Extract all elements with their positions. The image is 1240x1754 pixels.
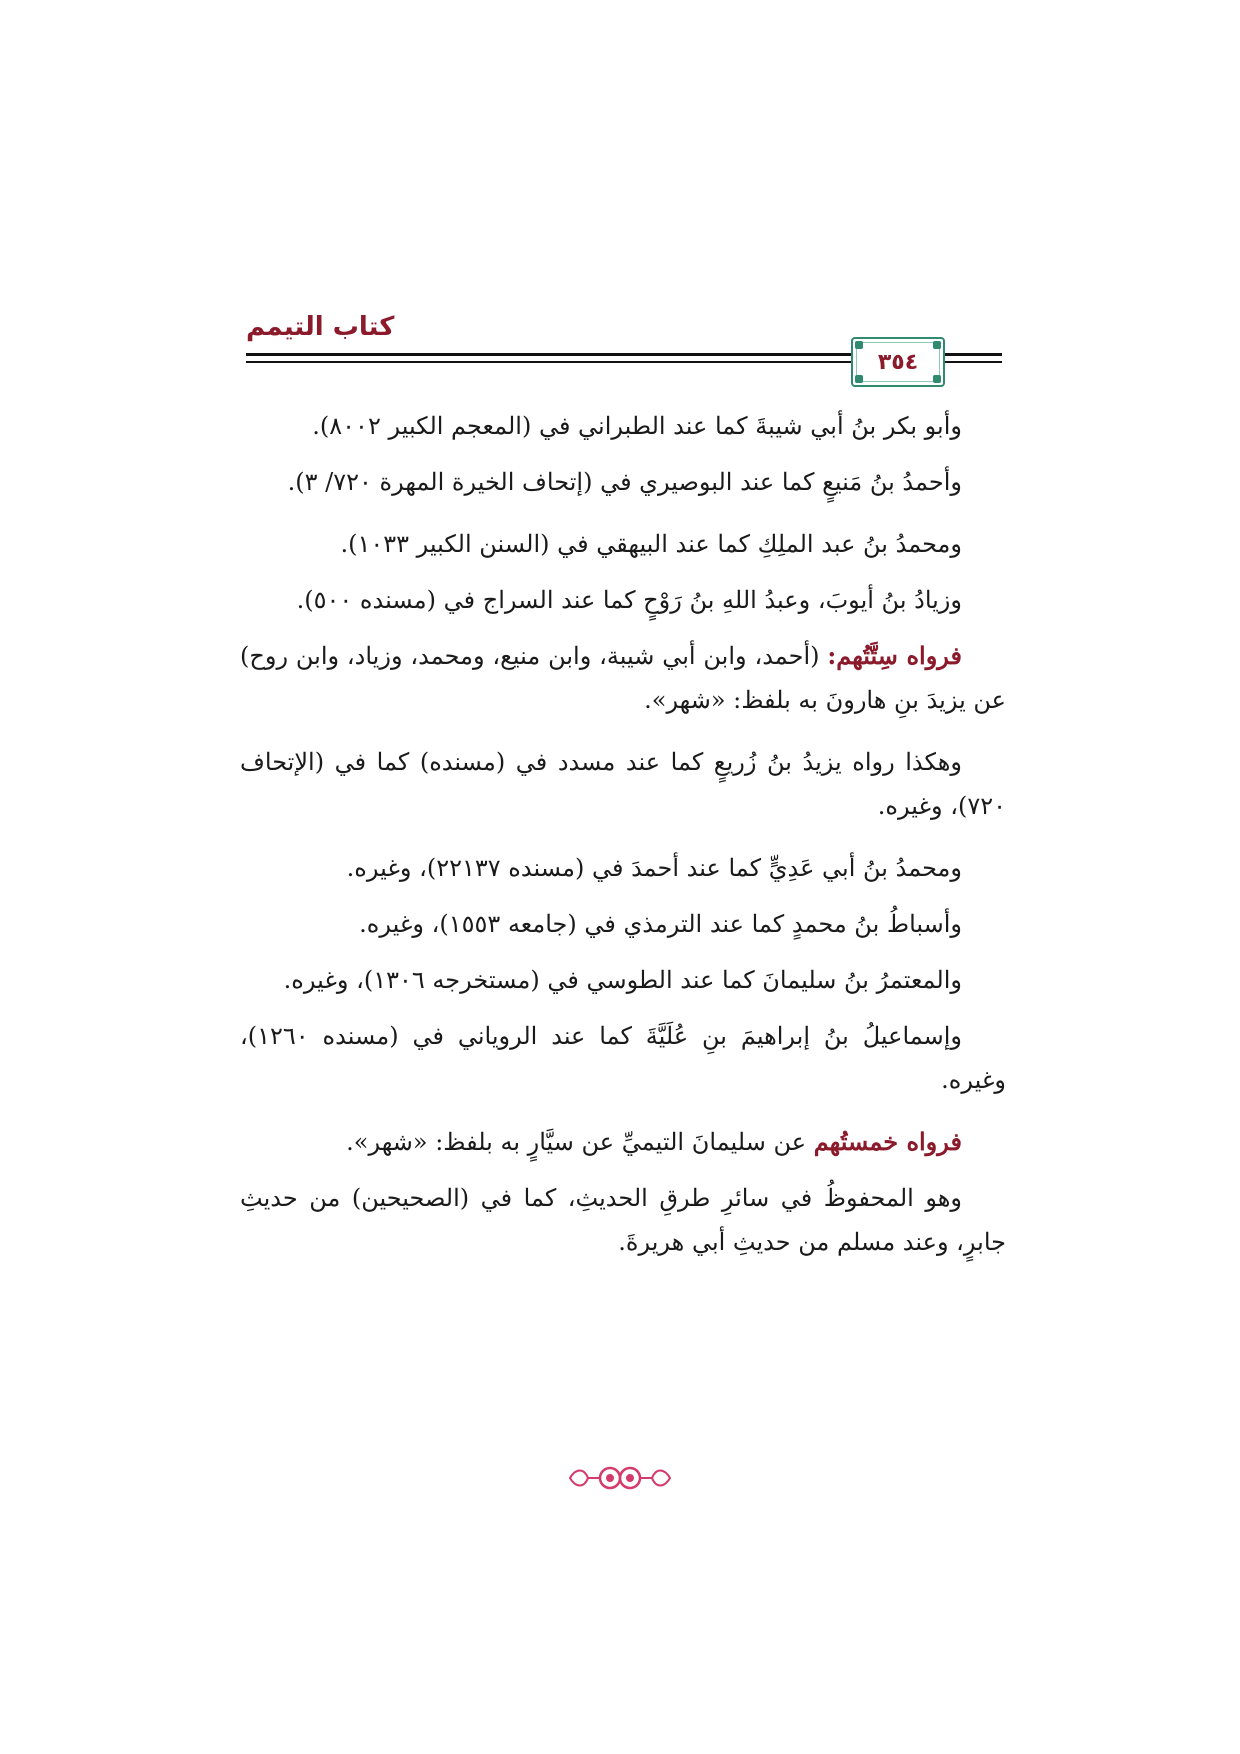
paragraph: وهو المحفوظُ في سائرِ طرقِ الحديثِ، كما في (الصحيحين) من حديثِ جابرٍ، وعند مسلم من حديثِ أبي هريرةَ. xyxy=(240,1184,1006,1256)
paragraph-text: (أحمد، وابن أبي شيبة، وابن منيع، ومحمد، وزياد، وابن روح) عن يزيدَ بنِ هارونَ به بلفظ: «شهر». xyxy=(240,642,1006,714)
paragraph: ومحمدُ بنُ أبي عَدِيٍّ كما عند أحمدَ في (مسنده ٢٢١٣٧)، وغيره. xyxy=(346,854,962,882)
paragraph-label: فرواه خمستُهم xyxy=(813,1127,962,1156)
paragraph: وأحمدُ بنُ مَنيعٍ كما عند البوصيري في (إتحاف الخيرة المهرة ٧٢٠/ ٣). xyxy=(287,468,962,496)
page-body xyxy=(240,404,1006,1282)
paragraph: وزيادُ بنُ أيوبَ، وعبدُ اللهِ بنُ رَوْحٍ كما عند السراج في (مسنده ٥٠٠). xyxy=(296,586,962,614)
page-number: ٣٥٤ xyxy=(877,349,919,375)
paragraph: ومحمدُ بنُ عبد الملِكِ كما عند البيهقي في (السنن الكبير ١٠٣٣). xyxy=(340,530,962,558)
paragraph xyxy=(240,1120,1006,1164)
paragraph: وإسماعيلُ بنُ إبراهيمَ بنِ عُلَيَّةَ كما عند الروياني في (مسنده ١٢٦٠)، وغيره. xyxy=(240,1022,1006,1094)
book-title: كتاب التيمم xyxy=(246,312,395,342)
paragraph: وهكذا رواه يزيدُ بنُ زُريعٍ كما عند مسدد في (مسنده) كما في (الإتحاف ٧٢٠)، وغيره. xyxy=(240,748,1006,820)
ornamental-frame-icon xyxy=(855,341,863,349)
paragraph xyxy=(240,634,1006,722)
paragraph-label: فرواه سِتَّتُهم: xyxy=(827,641,962,670)
paragraph-text: عن سليمانَ التيميِّ عن سيَّارٍ به بلفظ: «شهر». xyxy=(346,1128,814,1156)
floral-divider-icon xyxy=(566,1464,674,1492)
paragraph: وأبو بكر بنُ أبي شيبةَ كما عند الطبراني في (المعجم الكبير ٨٠٠٢). xyxy=(312,412,962,440)
paragraph: والمعتمرُ بنُ سليمانَ كما عند الطوسي في (مستخرجه ١٣٠٦)، وغيره. xyxy=(283,966,962,994)
page-number-badge xyxy=(851,337,945,387)
paragraph: وأسباطُ بنُ محمدٍ كما عند الترمذي في (جامعه ١٥٥٣)، وغيره. xyxy=(359,910,962,938)
